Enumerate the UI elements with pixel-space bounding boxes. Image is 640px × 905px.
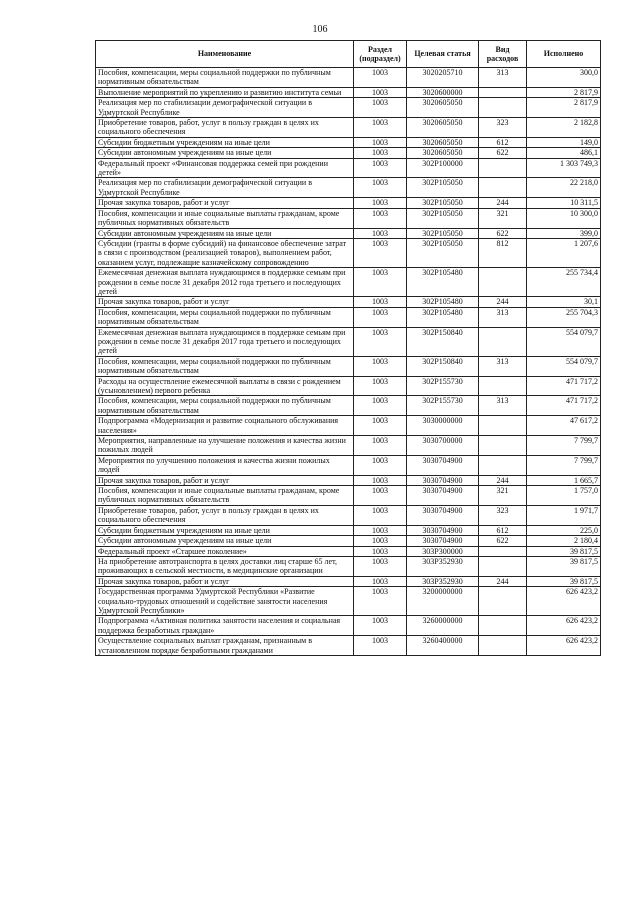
cell-section: 1003 [354, 268, 407, 297]
cell-executed: 47 617,2 [527, 416, 601, 436]
cell-section: 1003 [354, 486, 407, 506]
header-name: Наименование [96, 41, 354, 68]
cell-executed: 1 207,6 [527, 238, 601, 267]
cell-name: Пособия, компенсации, меры социальной поддержки по публичным нормативным обязательствам [96, 396, 354, 416]
cell-article: 302P155730 [407, 396, 479, 416]
cell-name: Прочая закупка товаров, работ и услуг [96, 576, 354, 586]
table-row [96, 178, 601, 198]
header-kind: Вид расходов [479, 41, 527, 68]
cell-name: Приобретение товаров, работ, услуг в пользу граждан в целях их социального обеспечения [96, 118, 354, 138]
cell-executed: 255 704,3 [527, 307, 601, 327]
table-row [96, 327, 601, 356]
cell-article: 3030704900 [407, 475, 479, 485]
cell-executed: 626 423,2 [527, 636, 601, 656]
cell-section: 1003 [354, 356, 407, 376]
cell-kind: 812 [479, 238, 527, 267]
cell-article: 302P105050 [407, 228, 479, 238]
cell-kind [479, 436, 527, 456]
cell-kind: 622 [479, 148, 527, 158]
cell-article: 302P150840 [407, 356, 479, 376]
cell-kind: 321 [479, 208, 527, 228]
cell-section: 1003 [354, 178, 407, 198]
cell-section: 1003 [354, 475, 407, 485]
cell-executed: 486,1 [527, 148, 601, 158]
cell-section: 1003 [354, 208, 407, 228]
cell-executed: 30,1 [527, 297, 601, 307]
cell-article: 3020605050 [407, 137, 479, 147]
cell-kind [479, 455, 527, 475]
table-row [96, 616, 601, 636]
header-executed: Исполнено [527, 41, 601, 68]
cell-executed: 149,0 [527, 137, 601, 147]
cell-executed: 399,0 [527, 228, 601, 238]
cell-section: 1003 [354, 376, 407, 396]
budget-table [95, 40, 601, 656]
cell-section: 1003 [354, 396, 407, 416]
cell-executed: 2 180,4 [527, 536, 601, 546]
table-row [96, 525, 601, 535]
cell-article: 3020205710 [407, 68, 479, 88]
cell-executed: 2 182,8 [527, 118, 601, 138]
cell-executed: 10 311,5 [527, 198, 601, 208]
cell-name: Пособия, компенсации, меры социальной поддержки по публичным нормативным обязательствам [96, 307, 354, 327]
cell-executed: 22 218,0 [527, 178, 601, 198]
cell-name: Пособия, компенсации и иные социальные выплаты гражданам, кроме публичных нормативных обязательств [96, 486, 354, 506]
table-row [96, 587, 601, 616]
cell-article: 302P155730 [407, 376, 479, 396]
cell-kind: 244 [479, 297, 527, 307]
table-row [96, 536, 601, 546]
cell-section: 1003 [354, 297, 407, 307]
cell-kind [479, 327, 527, 356]
cell-article: 302P100000 [407, 158, 479, 178]
cell-section: 1003 [354, 137, 407, 147]
cell-executed: 554 079,7 [527, 356, 601, 376]
cell-kind: 321 [479, 486, 527, 506]
cell-article: 3020605050 [407, 148, 479, 158]
cell-section: 1003 [354, 436, 407, 456]
cell-name: Пособия, компенсации, меры социальной поддержки по публичным нормативным обязательствам [96, 356, 354, 376]
cell-executed: 255 734,4 [527, 268, 601, 297]
cell-section: 1003 [354, 228, 407, 238]
cell-executed: 300,0 [527, 68, 601, 88]
cell-kind: 323 [479, 505, 527, 525]
cell-name: Федеральный проект «Финансовая поддержка семей при рождении детей» [96, 158, 354, 178]
cell-section: 1003 [354, 307, 407, 327]
cell-executed: 471 717,2 [527, 376, 601, 396]
cell-kind: 244 [479, 475, 527, 485]
header-article: Целевая статья [407, 41, 479, 68]
cell-name: Выполнение мероприятий по укреплению и развитию института семьи [96, 87, 354, 97]
cell-kind [479, 587, 527, 616]
table-row [96, 297, 601, 307]
cell-kind: 244 [479, 576, 527, 586]
cell-executed: 626 423,2 [527, 616, 601, 636]
cell-section: 1003 [354, 98, 407, 118]
cell-article: 302P105050 [407, 198, 479, 208]
table-row [96, 416, 601, 436]
table-row [96, 118, 601, 138]
table-row [96, 228, 601, 238]
cell-article: 302P105480 [407, 297, 479, 307]
table-row [96, 307, 601, 327]
cell-section: 1003 [354, 158, 407, 178]
cell-executed: 1 971,7 [527, 505, 601, 525]
cell-name: На приобретение автотранспорта в целях доставки лиц старше 65 лет, проживающих в сельской местности, в медицинские организации [96, 556, 354, 576]
table-row [96, 505, 601, 525]
cell-section: 1003 [354, 546, 407, 556]
cell-executed: 1 303 749,3 [527, 158, 601, 178]
cell-kind: 622 [479, 228, 527, 238]
table-row [96, 268, 601, 297]
cell-section: 1003 [354, 636, 407, 656]
cell-kind [479, 636, 527, 656]
cell-kind [479, 178, 527, 198]
cell-section: 1003 [354, 616, 407, 636]
cell-name: Подпрограмма «Активная политика занятости населения и социальная поддержка безработных граждан» [96, 616, 354, 636]
cell-name: Субсидии бюджетным учреждениям на иные цели [96, 137, 354, 147]
table-row [96, 137, 601, 147]
cell-kind: 622 [479, 536, 527, 546]
cell-section: 1003 [354, 198, 407, 208]
cell-name: Прочая закупка товаров, работ и услуг [96, 475, 354, 485]
cell-article: 302P150840 [407, 327, 479, 356]
cell-article: 3030704900 [407, 525, 479, 535]
table-row [96, 436, 601, 456]
cell-name: Субсидии (гранты в форме субсидий) на финансовое обеспечение затрат в связи с производством (реализацией товаров), выполнением работ, оказанием услуг, подлежащие казначейскому сопровождению [96, 238, 354, 267]
cell-article: 3200000000 [407, 587, 479, 616]
cell-article: 3020600000 [407, 87, 479, 97]
cell-article: 303P352930 [407, 576, 479, 586]
cell-executed: 10 300,0 [527, 208, 601, 228]
cell-kind: 323 [479, 118, 527, 138]
cell-article: 3030000000 [407, 416, 479, 436]
cell-name: Мероприятия, направленные на улучшение положения и качества жизни пожилых людей [96, 436, 354, 456]
cell-executed: 2 817,9 [527, 98, 601, 118]
cell-name: Подпрограмма «Модернизация и развитие социального обслуживания населения» [96, 416, 354, 436]
cell-article: 302P105050 [407, 238, 479, 267]
cell-article: 3030704900 [407, 536, 479, 546]
cell-name: Субсидии автономным учреждениям на иные цели [96, 228, 354, 238]
table-row [96, 208, 601, 228]
table-row [96, 455, 601, 475]
header-section: Раздел (подраздел) [354, 41, 407, 68]
table-row [96, 396, 601, 416]
cell-section: 1003 [354, 505, 407, 525]
cell-name: Реализация мер по стабилизации демографической ситуации в Удмуртской Республике [96, 178, 354, 198]
cell-kind: 612 [479, 525, 527, 535]
cell-name: Государственная программа Удмуртской Республики «Развитие социально-трудовых отношений и содействие занятости населения Удмуртской Республики» [96, 587, 354, 616]
cell-section: 1003 [354, 118, 407, 138]
cell-article: 3260400000 [407, 636, 479, 656]
cell-kind [479, 416, 527, 436]
cell-kind: 313 [479, 307, 527, 327]
cell-kind [479, 546, 527, 556]
cell-name: Реализация мер по стабилизации демографической ситуации в Удмуртской Республике [96, 98, 354, 118]
cell-name: Пособия, компенсации, меры социальной поддержки по публичным нормативным обязательствам [96, 68, 354, 88]
cell-name: Ежемесячная денежная выплата нуждающимся в поддержке семьям при рождении в семье после 31 декабря 2017 года третьего и последующих детей [96, 327, 354, 356]
table-row [96, 148, 601, 158]
cell-section: 1003 [354, 556, 407, 576]
cell-kind: 313 [479, 396, 527, 416]
cell-kind: 313 [479, 68, 527, 88]
table-row [96, 556, 601, 576]
cell-article: 3260000000 [407, 616, 479, 636]
cell-article: 303P352930 [407, 556, 479, 576]
cell-name: Расходы на осуществление ежемесячной выплаты в связи с рождением (усыновлением) первого ребенка [96, 376, 354, 396]
cell-section: 1003 [354, 87, 407, 97]
cell-article: 3030704900 [407, 486, 479, 506]
cell-section: 1003 [354, 68, 407, 88]
table-row [96, 576, 601, 586]
cell-name: Субсидии автономным учреждениям на иные цели [96, 148, 354, 158]
cell-name: Пособия, компенсации и иные социальные выплаты гражданам, кроме публичных нормативных обязательств [96, 208, 354, 228]
cell-executed: 39 817,5 [527, 576, 601, 586]
table-row [96, 158, 601, 178]
cell-kind [479, 87, 527, 97]
cell-executed: 2 817,9 [527, 87, 601, 97]
cell-kind [479, 98, 527, 118]
table-row [96, 87, 601, 97]
cell-kind [479, 556, 527, 576]
cell-section: 1003 [354, 238, 407, 267]
cell-executed: 471 717,2 [527, 396, 601, 416]
cell-executed: 1 757,0 [527, 486, 601, 506]
cell-executed: 225,0 [527, 525, 601, 535]
cell-name: Субсидии автономным учреждениям на иные цели [96, 536, 354, 546]
cell-name: Субсидии бюджетным учреждениям на иные цели [96, 525, 354, 535]
table-row [96, 376, 601, 396]
cell-section: 1003 [354, 525, 407, 535]
table-header-row [96, 41, 601, 68]
cell-article: 3020605050 [407, 118, 479, 138]
cell-section: 1003 [354, 536, 407, 546]
cell-kind [479, 268, 527, 297]
cell-kind [479, 616, 527, 636]
cell-executed: 554 079,7 [527, 327, 601, 356]
cell-name: Ежемесячная денежная выплата нуждающимся в поддержке семьям при рождении в семье после 31 декабря 2012 года третьего и последующих детей [96, 268, 354, 297]
cell-executed: 39 817,5 [527, 546, 601, 556]
cell-section: 1003 [354, 416, 407, 436]
cell-section: 1003 [354, 455, 407, 475]
table-row [96, 486, 601, 506]
table-row [96, 98, 601, 118]
cell-section: 1003 [354, 327, 407, 356]
cell-name: Осуществление социальных выплат гражданам, признанным в установленном порядке безработными гражданами [96, 636, 354, 656]
cell-article: 302P105480 [407, 268, 479, 297]
cell-name: Прочая закупка товаров, работ и услуг [96, 198, 354, 208]
cell-kind: 313 [479, 356, 527, 376]
cell-executed: 1 665,7 [527, 475, 601, 485]
cell-article: 3030704900 [407, 505, 479, 525]
cell-name: Мероприятия по улучшению положения и качества жизни пожилых людей [96, 455, 354, 475]
cell-article: 3030704900 [407, 455, 479, 475]
table-row [96, 475, 601, 485]
page-number: 106 [312, 24, 328, 35]
cell-executed: 39 817,5 [527, 556, 601, 576]
cell-article: 3030700000 [407, 436, 479, 456]
cell-article: 302P105480 [407, 307, 479, 327]
cell-article: 303P300000 [407, 546, 479, 556]
cell-executed: 7 799,7 [527, 436, 601, 456]
cell-article: 302P105050 [407, 178, 479, 198]
cell-kind [479, 158, 527, 178]
cell-kind: 244 [479, 198, 527, 208]
cell-article: 3020605050 [407, 98, 479, 118]
table-body [96, 68, 601, 656]
table-row [96, 238, 601, 267]
cell-section: 1003 [354, 587, 407, 616]
cell-name: Приобретение товаров, работ, услуг в пользу граждан в целях их социального обеспечения [96, 505, 354, 525]
table-row [96, 636, 601, 656]
cell-executed: 626 423,2 [527, 587, 601, 616]
cell-name: Прочая закупка товаров, работ и услуг [96, 297, 354, 307]
cell-section: 1003 [354, 576, 407, 586]
cell-article: 302P105050 [407, 208, 479, 228]
cell-kind [479, 376, 527, 396]
table-row [96, 68, 601, 88]
cell-name: Федеральный проект «Старшее поколение» [96, 546, 354, 556]
cell-kind: 612 [479, 137, 527, 147]
cell-executed: 7 799,7 [527, 455, 601, 475]
table-row [96, 356, 601, 376]
table-row [96, 546, 601, 556]
cell-section: 1003 [354, 148, 407, 158]
table-row [96, 198, 601, 208]
